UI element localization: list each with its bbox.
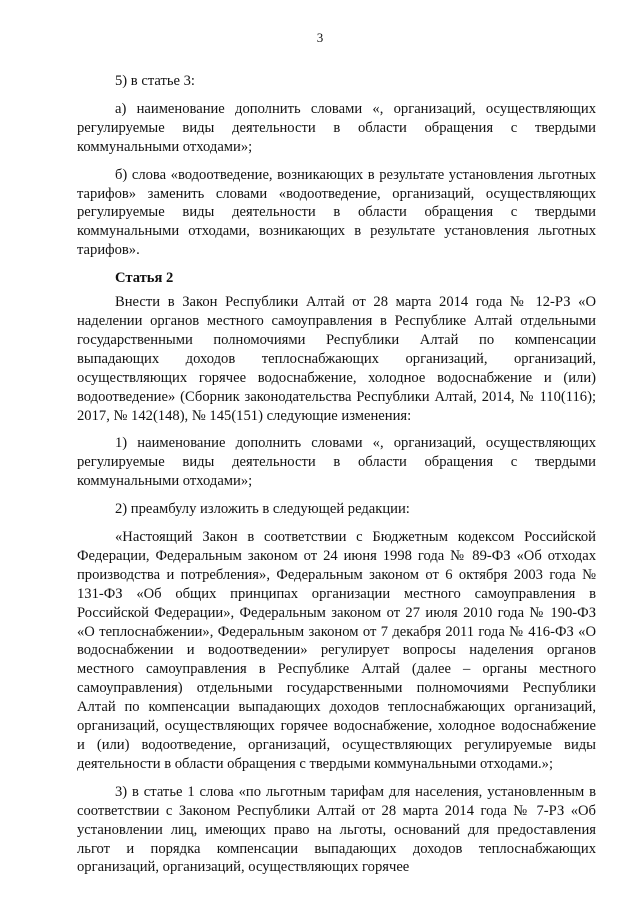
- paragraph-item-3: 3) в статье 1 слова «по льготным тарифам для населения, установленным в соответствии с Законом Республики Алтай от 28 марта 2014 года № 7-РЗ «Об установлении лиц, имеющих право на льготы, оснований для предоставления льгот и порядка компенсации выпадающих доходов теплоснабжающих организаций, организаций, осуществляющих горячее: [77, 783, 596, 876]
- paragraph-item-1: 1) наименование дополнить словами «, организаций, осуществляющих регулируемые виды деятельности в области обращения с твердыми коммунальными отходами»;: [77, 435, 596, 490]
- paragraph-item-a: а) наименование дополнить словами «, организаций, осуществляющих регулируемые виды деятельности в области обращения с твердыми коммунальными отходами»;: [77, 100, 596, 155]
- paragraph-article2-intro: Внести в Закон Республики Алтай от 28 марта 2014 года № 12-РЗ «О наделении органов местного самоуправления в Республике Алтай отдельными государственными полномочиями Республики Алтай по компенсации выпадающих доходов теплоснабжающих организаций, организаций, осуществляющих горячее водоснабжение, холодное водоснабжение и (или) водоотведение» (Сборник законодательства Республики Алтай, 2014, № 110(116); 2017, № 142(148), № 145(151) следующие изменения:: [77, 294, 596, 424]
- document-body: [77, 72, 596, 886]
- paragraph-article3-intro: 5) в статье 3:: [115, 73, 195, 89]
- paragraph-item-b: б) слова «водоотведение, возникающих в результате установления льготных тарифов» заменить словами «водоотведение, организаций, осуществляющих регулируемые виды деятельности в области обращения с твердыми коммунальными отходами, возникающих в результате установления льготных тарифов».: [77, 166, 596, 259]
- paragraph-preamble: «Настоящий Закон в соответствии с Бюджетным кодексом Российской Федерации, Федеральным законом от 24 июня 1998 года № 89-ФЗ «Об отходах производства и потребления», Федеральным законом от 6 октября 2003 года № 131-ФЗ «Об общих принципах организации местного самоуправления в Российской Федерации», Федеральным законом от 27 июля 2010 года № 190-ФЗ «О теплоснабжении», Федеральным законом от 7 декабря 2011 года № 416-ФЗ «О водоснабжении и водоотведении» регулирует вопросы наделения органов местного самоуправления в Республике Алтай (далее – органы местного самоуправления) отдельными государственными полномочиями Республики Алтай по компенсации выпадающих доходов теплоснабжающих организаций, организаций, осуществляющих горячее водоснабжение, холодное водоснабжение и (или) водоотведение, организаций, осуществляющих регулируемые виды деятельности в области обращения с твердыми коммунальными отходами.»;: [77, 529, 596, 772]
- article-2-heading: Статья 2: [115, 270, 174, 287]
- paragraph-item-2: 2) преамбулу изложить в следующей редакции:: [115, 501, 410, 518]
- page-number: 3: [316, 30, 324, 45]
